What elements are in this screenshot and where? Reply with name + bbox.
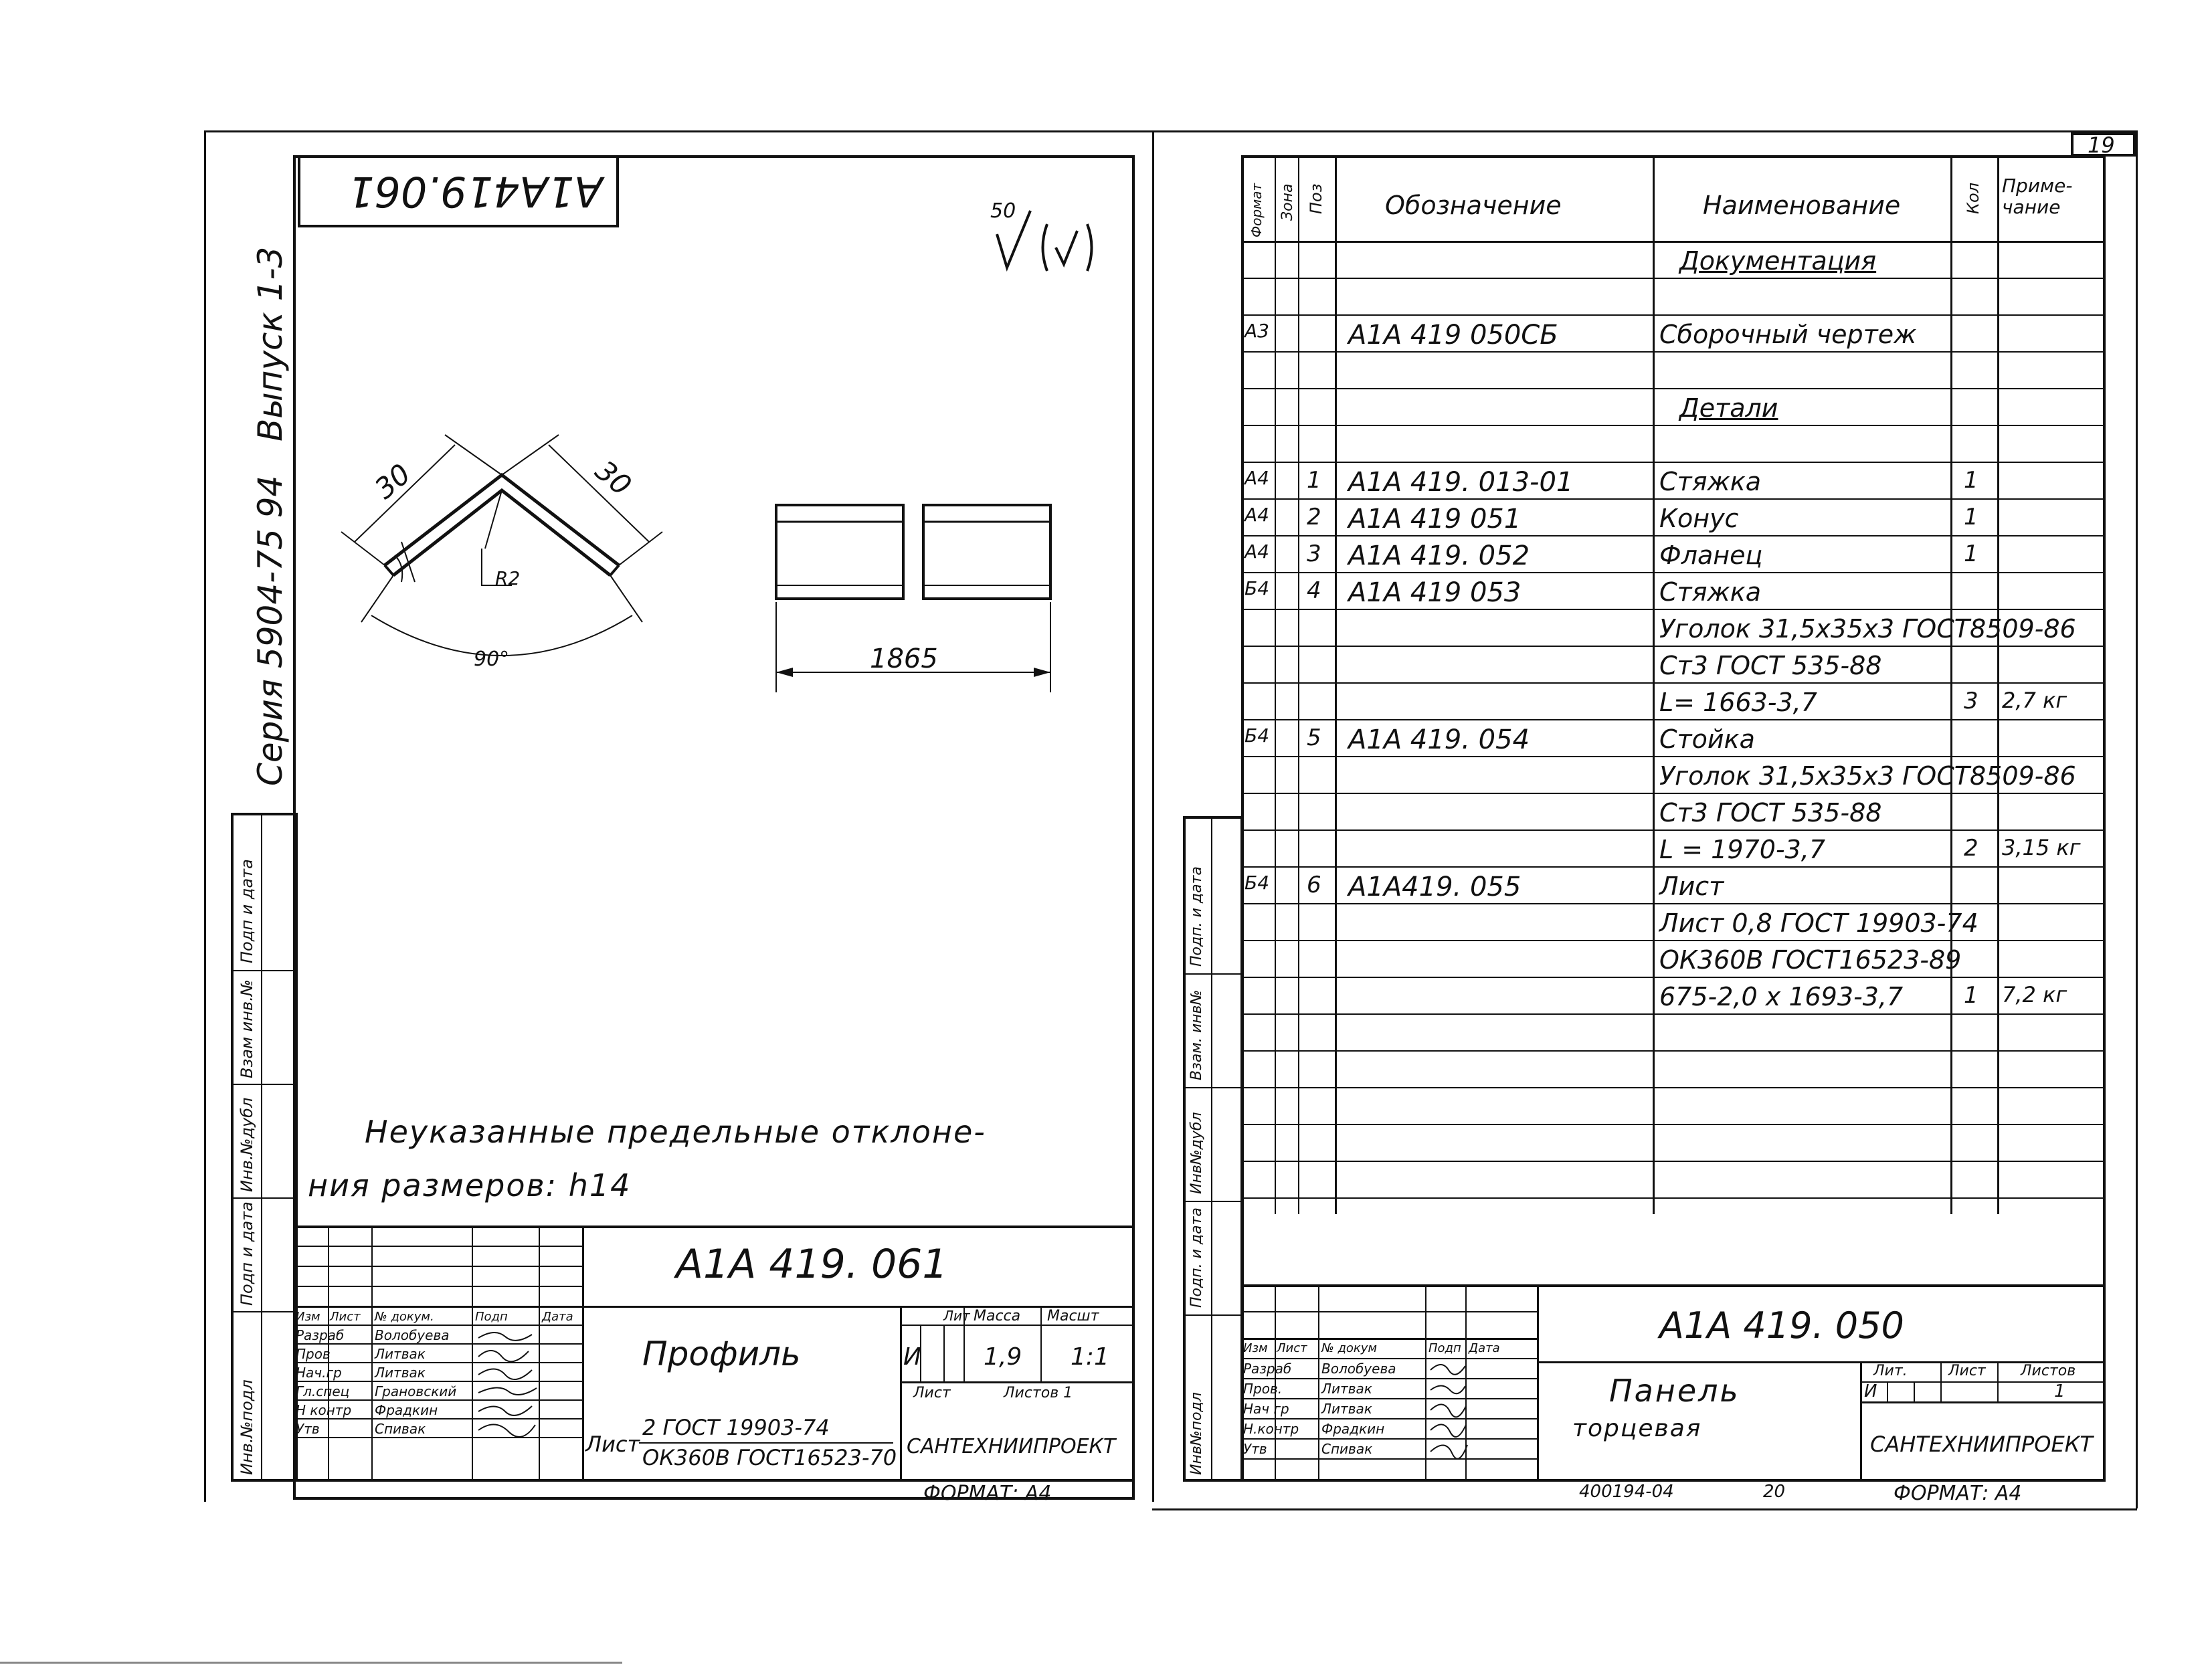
- left-stamp-divider: [231, 970, 298, 971]
- spec-cell-name: Лист: [1659, 872, 1724, 901]
- right-stamp-divider: [1183, 1087, 1243, 1088]
- left-scale-header: Масшт: [1047, 1308, 1099, 1325]
- tb-row: [293, 1325, 582, 1326]
- left-stamp-label: Инв.№дубл: [238, 1097, 256, 1192]
- left-tb-person: Литвак: [375, 1346, 426, 1362]
- rtb-row: [1241, 1418, 1537, 1419]
- right-stamp-divider: [1183, 1201, 1243, 1202]
- spec-cell-name: Стяжка: [1659, 577, 1761, 607]
- right-sheet-header: Лист: [1948, 1363, 1986, 1379]
- spec-cell-pos: 6: [1307, 872, 1321, 898]
- tb-col: [900, 1306, 902, 1482]
- spec-cell-name: Фланец: [1659, 541, 1763, 570]
- left-tb-header: Изм: [296, 1310, 320, 1324]
- bottom-outer-border: [1152, 1508, 2137, 1510]
- spec-row-line: [1241, 462, 2106, 463]
- right-tb-header: Подп: [1428, 1341, 1461, 1355]
- spec-row-line: [1241, 1197, 2106, 1199]
- tb-main-col: [582, 1226, 584, 1482]
- right-tb-header: № докум: [1321, 1341, 1378, 1355]
- spec-cell-pos: 3: [1307, 541, 1321, 567]
- left-stamp-divider: [231, 1084, 298, 1085]
- left-stamp-label: Инв.№подл: [238, 1379, 256, 1475]
- spec-cell-name: Сборочный чертеж: [1659, 320, 1917, 349]
- spec-cell-name: ОК360В ГОСТ16523-89: [1659, 945, 1962, 975]
- left-tb-role: Пров: [296, 1346, 331, 1362]
- right-outer-border: [2136, 130, 2138, 1508]
- right-tb-role: Утв: [1243, 1441, 1267, 1457]
- right-stamp-divider: [1183, 973, 1243, 975]
- right-litera: И: [1864, 1381, 1877, 1401]
- left-designation: А1А 419. 061: [676, 1241, 948, 1288]
- rtb-main-col: [1537, 1284, 1539, 1482]
- right-stamp-divider: [1183, 1314, 1243, 1316]
- right-tb-role: Н.контр: [1243, 1421, 1299, 1437]
- spec-cell-name: Лист 0,8 ГОСТ 19903-74: [1659, 908, 1978, 938]
- spec-header-note: Приме-чание: [2002, 175, 2073, 218]
- left-tb-person: Спивак: [375, 1421, 426, 1437]
- spec-cell-name: L = 1970-3,7: [1659, 835, 1826, 864]
- left-part-name: Профиль: [642, 1335, 801, 1373]
- tb-col: [371, 1226, 373, 1482]
- right-sheets: 1: [2054, 1381, 2065, 1401]
- left-tb-role: Нач.гр: [296, 1365, 342, 1381]
- spec-cell-designation: А1А 419. 013-01: [1348, 467, 1574, 498]
- left-stamp-label: Взам инв.№: [238, 979, 256, 1078]
- mirrored-corner-code: А1А419.061: [348, 167, 603, 216]
- spec-row-line: [1241, 314, 2106, 316]
- rtb-row: [1241, 1398, 1537, 1399]
- spec-cell-name: L= 1663-3,7: [1659, 688, 1817, 717]
- spec-cell-qty: 1: [1964, 541, 1978, 567]
- right-stamp-inner-line: [1211, 816, 1212, 1482]
- spec-cell-name: Конус: [1659, 504, 1739, 533]
- spec-row-line: [1241, 719, 2106, 720]
- tb-row: [293, 1437, 582, 1438]
- tb-col: [539, 1226, 540, 1482]
- left-stamp-inner-line: [261, 813, 262, 1482]
- spec-cell-format: А3: [1245, 320, 1269, 342]
- right-litera-header: Лит.: [1873, 1363, 1908, 1379]
- spec-row-line: [1241, 388, 2106, 389]
- spec-header-bottom: [1241, 241, 2106, 243]
- left-stamp-label: Подп и дата: [238, 1201, 256, 1306]
- right-tb-role: Нач гр: [1243, 1401, 1289, 1417]
- right-tb-person: Спивак: [1321, 1441, 1373, 1457]
- left-tb-person: Литвак: [375, 1365, 426, 1381]
- spec-row-line: [1241, 609, 2106, 610]
- spec-cell-name: Уголок 31,5х35х3 ГОСТ8509-86: [1659, 614, 2076, 644]
- tolerance-note-line1: Неуказанные предельные отклоне-: [365, 1114, 986, 1150]
- left-scale: 1:1: [1071, 1343, 1109, 1371]
- rtb-row: [1241, 1311, 1537, 1312]
- spec-header-designation: Обозначение: [1385, 191, 1562, 220]
- spec-row-line: [1241, 498, 2106, 500]
- spec-cell-name: Ст3 ГОСТ 535-88: [1659, 798, 1882, 827]
- spec-cell-name: Детали: [1679, 393, 1778, 423]
- center-divider: [1152, 130, 1154, 1502]
- dim-leg1: 30: [368, 457, 417, 506]
- spec-header-format: Формат: [1249, 183, 1265, 237]
- left-organization: САНТЕХНИИПРОЕКТ: [907, 1435, 1116, 1458]
- rtb-row: [1241, 1378, 1537, 1379]
- spec-cell-name: Документация: [1679, 246, 1877, 276]
- spec-cell-name: 675-2,0 х 1693-3,7: [1659, 982, 1904, 1011]
- tb-row: [293, 1418, 582, 1419]
- tb-row: [293, 1343, 582, 1345]
- left-tb-header: Подп: [475, 1310, 508, 1324]
- right-sheets-header: Листов: [2021, 1363, 2076, 1379]
- spec-cell-qty: 1: [1964, 982, 1978, 1009]
- right-tb-person: Литвак: [1321, 1381, 1372, 1397]
- spec-row-line: [1241, 1124, 2106, 1125]
- rtb-col: [1887, 1381, 1888, 1401]
- left-format-label: ФОРМАТ: А4: [923, 1482, 1052, 1505]
- spec-header-name: Наименование: [1703, 191, 1901, 220]
- spec-cell-format: Б4: [1245, 724, 1270, 747]
- spec-cell-designation: А1А 419. 052: [1348, 541, 1530, 571]
- left-tb-role: Гл.спец: [296, 1383, 350, 1399]
- left-mass: 1,9: [984, 1343, 1022, 1371]
- spec-cell-name: Уголок 31,5х35х3 ГОСТ8509-86: [1659, 761, 2076, 791]
- left-tb-role: Утв: [296, 1421, 320, 1437]
- spec-row-line: [1241, 646, 2106, 647]
- rtb-col: [1860, 1361, 1862, 1482]
- tb-row: [293, 1246, 582, 1247]
- spec-cell-format: А4: [1245, 541, 1269, 563]
- left-sheet-label: Лист: [913, 1385, 951, 1401]
- left-outer-border: [204, 130, 206, 1502]
- rtb-row: [1241, 1358, 1537, 1359]
- spec-row-line: [1241, 682, 2106, 684]
- spec-cell-qty: 1: [1964, 504, 1978, 530]
- left-tb-header: № докум.: [375, 1310, 434, 1324]
- spec-cell-designation: А1А 419 051: [1348, 504, 1522, 534]
- spec-row-line: [1241, 793, 2106, 794]
- sheet-number: 19: [2088, 132, 2115, 158]
- rtb-col: [1997, 1361, 1999, 1401]
- spec-cell-pos: 2: [1307, 504, 1321, 530]
- right-format-label: ФОРМАТ: А4: [1894, 1482, 2022, 1505]
- left-tb-header: Лист: [330, 1310, 361, 1324]
- tb-row: [293, 1286, 582, 1287]
- spec-cell-format: А4: [1245, 467, 1269, 489]
- spec-row-line: [1241, 756, 2106, 757]
- spec-cell-qty: 3: [1964, 688, 1978, 714]
- spec-row-line: [1241, 572, 2106, 573]
- spec-header-zone: Зона: [1279, 183, 1296, 221]
- rtb-col: [1940, 1361, 1942, 1401]
- spec-cell-name: Стойка: [1659, 724, 1755, 754]
- bottom-number: 20: [1763, 1482, 1786, 1502]
- spec-cell-name: Стяжка: [1659, 467, 1761, 496]
- spec-cell-format: Б4: [1245, 577, 1270, 599]
- spec-cell-designation: А1А419. 055: [1348, 872, 1522, 902]
- spec-cell-qty: 1: [1964, 467, 1978, 494]
- left-material-prefix: Лист: [585, 1432, 640, 1457]
- spec-row-line: [1241, 903, 2106, 904]
- left-tb-role: Н контр: [296, 1402, 352, 1418]
- spec-row-line: [1241, 1013, 2106, 1015]
- left-tb-person: Волобуева: [375, 1327, 450, 1343]
- spec-cell-format: Б4: [1245, 872, 1270, 894]
- spec-cell-designation: А1А 419 050СБ: [1348, 320, 1558, 351]
- spec-row-line: [1241, 535, 2106, 536]
- right-tb-person: Фрадкин: [1321, 1421, 1385, 1437]
- spec-row-line: [1241, 866, 2106, 868]
- tb-col: [472, 1226, 473, 1482]
- tb-row: [293, 1381, 582, 1382]
- tb-row: [293, 1362, 582, 1363]
- left-material-bottom: ОК360В ГОСТ16523-70: [642, 1445, 897, 1470]
- left-litera: И: [903, 1343, 921, 1371]
- spec-row-line: [1241, 425, 2106, 426]
- roughness-value: 50: [990, 199, 1016, 223]
- spec-header-qty: Кол: [1964, 182, 1983, 214]
- right-organization: САНТЕХНИИПРОЕКТ: [1870, 1432, 2093, 1457]
- spec-row-line: [1241, 1161, 2106, 1162]
- rtb-col: [1318, 1284, 1319, 1482]
- left-tb-person: Фрадкин: [375, 1402, 438, 1418]
- tb-row: [293, 1399, 582, 1401]
- scan-artifact-line: [0, 1662, 622, 1664]
- spec-cell-pos: 5: [1307, 724, 1321, 751]
- spec-cell-note: 3,15 кг: [2002, 835, 2081, 860]
- spec-row-line: [1241, 351, 2106, 353]
- issue-label: Выпуск 1-3: [251, 246, 290, 442]
- spec-row-line: [1241, 940, 2106, 941]
- rtb-row: [1860, 1401, 2106, 1403]
- right-tb-role: Пров.: [1243, 1381, 1283, 1397]
- spec-header-pos: Поз: [1307, 183, 1325, 214]
- right-tb-role: Разраб: [1243, 1361, 1292, 1377]
- left-mass-header: Масса: [974, 1308, 1021, 1325]
- right-tb-header: Изм: [1243, 1341, 1268, 1355]
- dim-leg2: 30: [589, 454, 638, 502]
- right-tb-person: Литвак: [1321, 1401, 1372, 1417]
- tolerance-note-line2: ния размеров: h14: [308, 1167, 632, 1203]
- left-sheets-label: Листов 1: [1004, 1385, 1073, 1401]
- right-tb-header: Дата: [1469, 1341, 1500, 1355]
- spec-row-line: [1241, 829, 2106, 831]
- spec-row-line: [1241, 977, 2106, 978]
- series-label: Серия 5904-75 94: [251, 475, 290, 786]
- spec-cell-pos: 1: [1307, 467, 1321, 494]
- dim-angle: 90°: [474, 648, 510, 671]
- spec-cell-format: А4: [1245, 504, 1269, 526]
- right-stamp-label: Подп. и дата: [1188, 1207, 1205, 1308]
- left-tb-role: Разраб: [296, 1327, 345, 1343]
- left-signatures: [475, 1325, 539, 1458]
- right-part-name-1: Панель: [1609, 1373, 1740, 1409]
- right-stamp-label: Инв№дубл: [1188, 1112, 1205, 1194]
- left-tb-person: Грановский: [375, 1383, 457, 1399]
- right-stamp-label: Подп. и дата: [1188, 866, 1205, 967]
- dim-radius: R2: [495, 567, 521, 589]
- rtb-row: [1241, 1458, 1537, 1460]
- spec-cell-note: 2,7 кг: [2002, 688, 2067, 713]
- spec-row-line: [1241, 1050, 2106, 1052]
- left-material-fraction-bar: [639, 1442, 893, 1444]
- spec-cell-qty: 2: [1964, 835, 1978, 862]
- right-designation: А1А 419. 050: [1659, 1304, 1904, 1347]
- tb-row: [293, 1266, 582, 1267]
- right-signatures: [1428, 1358, 1469, 1482]
- rtb-row: [1241, 1438, 1537, 1440]
- spec-row-line: [1241, 278, 2106, 279]
- spec-cell-note: 7,2 кг: [2002, 982, 2067, 1007]
- left-material-top: 2 ГОСТ 19903-74: [642, 1415, 830, 1440]
- right-stamp-label: Инв№подл: [1188, 1392, 1205, 1475]
- bottom-code: 400194-04: [1579, 1482, 1674, 1502]
- rtb-row-bold: [1241, 1338, 1537, 1340]
- spec-row-line: [1241, 1087, 2106, 1088]
- right-stamp-label: Взам. инв№: [1188, 989, 1205, 1080]
- left-litera-header: Лит: [943, 1308, 970, 1324]
- top-outer-border: [204, 130, 2138, 132]
- spec-cell-designation: А1А 419. 054: [1348, 724, 1530, 755]
- rtb-row: [1860, 1381, 2106, 1383]
- tb-row: [900, 1381, 1135, 1383]
- spec-cell-pos: 4: [1307, 577, 1321, 604]
- left-stamp-divider: [231, 1197, 298, 1199]
- right-part-name-2: торцевая: [1572, 1415, 1702, 1442]
- left-tb-header: Дата: [542, 1310, 573, 1324]
- spec-cell-name: Ст3 ГОСТ 535-88: [1659, 651, 1882, 680]
- left-stamp-divider: [231, 1311, 298, 1312]
- rtb-col: [1425, 1284, 1426, 1482]
- spec-cell-designation: А1А 419 053: [1348, 577, 1522, 608]
- left-stamp-label: Подп и дата: [238, 859, 256, 963]
- dim-length: 1865: [870, 644, 938, 674]
- right-tb-header: Лист: [1277, 1341, 1307, 1355]
- tb-col: [943, 1325, 945, 1381]
- right-tb-person: Волобуева: [1321, 1361, 1396, 1377]
- rtb-col: [1914, 1381, 1915, 1401]
- tb-col: [1040, 1306, 1042, 1381]
- tb-row: [900, 1325, 1135, 1326]
